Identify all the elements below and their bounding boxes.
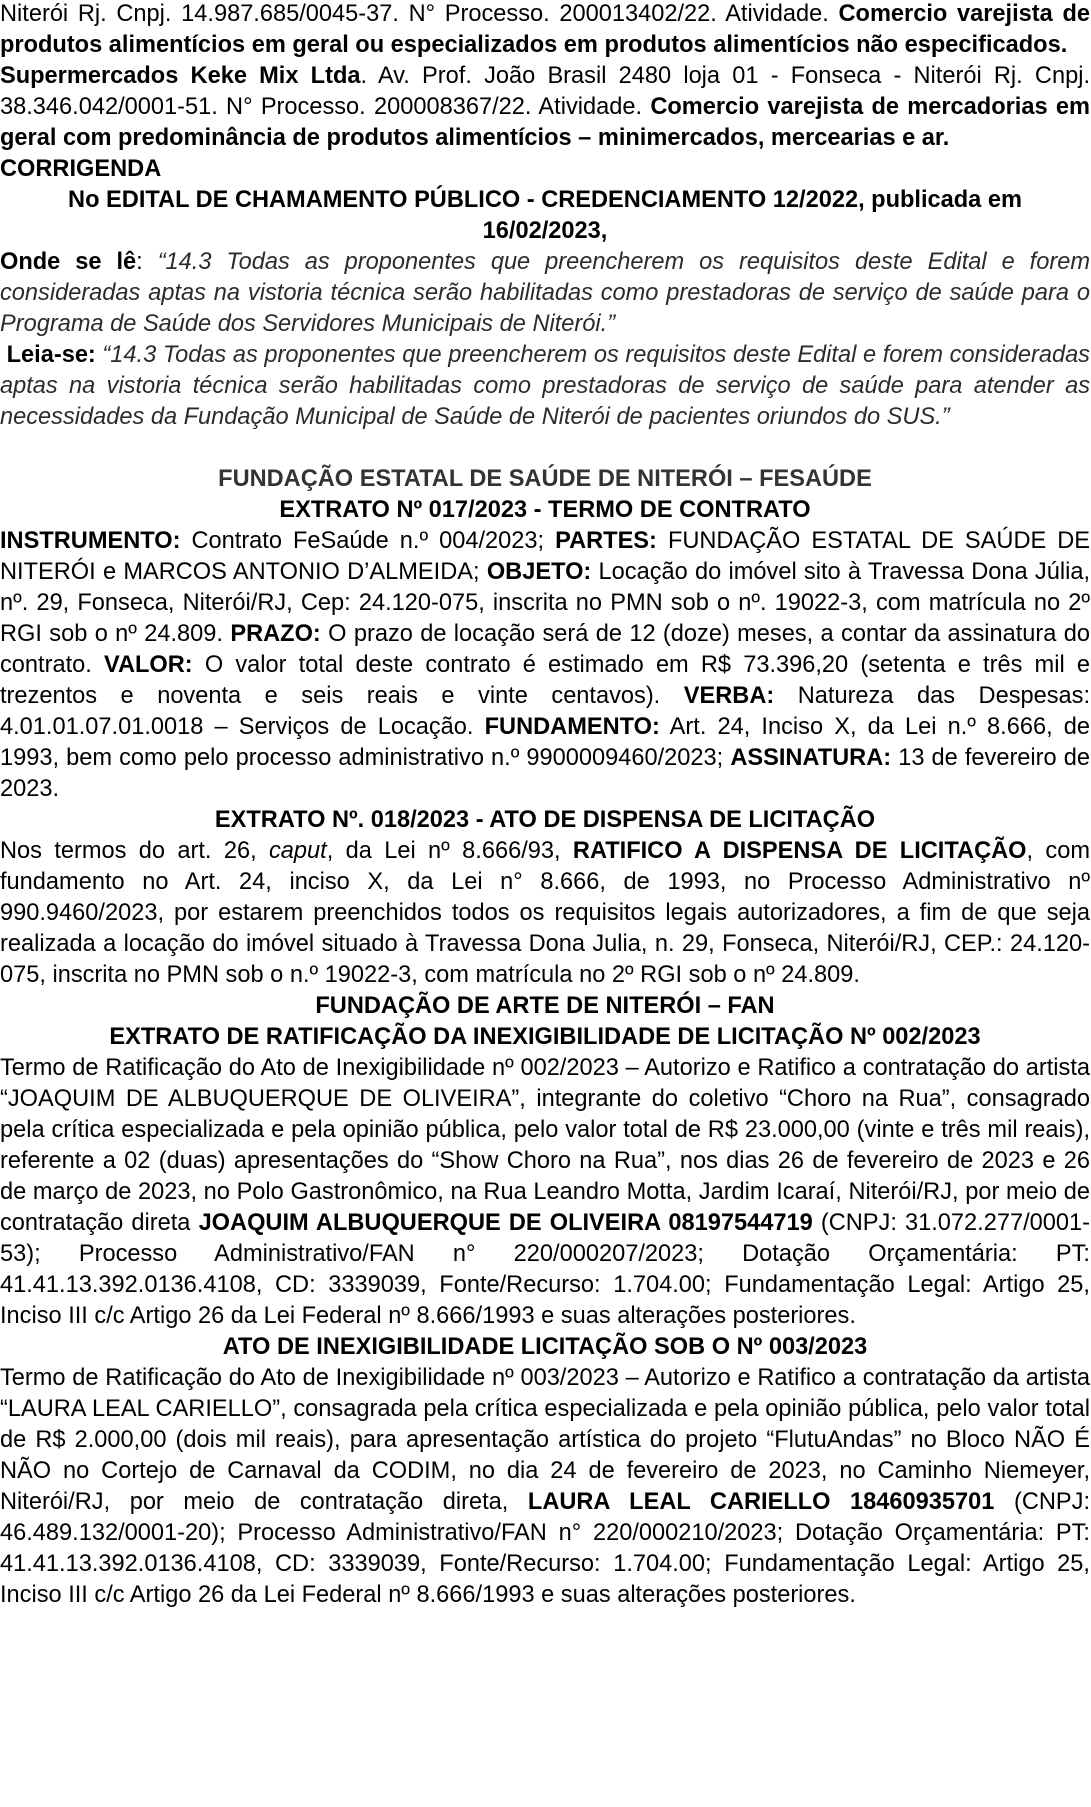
fan-paragraph-2 xyxy=(0,1363,1090,1611)
block2-activity: Comercio varejista de mercadorias em geral com predominância de produtos alimentícios – minimercados, mercearias e ar. xyxy=(0,94,1090,151)
block2-paragraph xyxy=(0,61,1090,154)
extrato-018-ratifico: RATIFICO A DISPENSA DE LICITAÇÃO xyxy=(572,838,1027,864)
objeto-text: Locação do imóvel sito à Travessa Dona Júlia, nº. 29, Fonseca, Niterói/RJ, Cep: 24.120-075, inscrita no PMN sob o nº. 19022-3, com matrícula no 2º RGI sob o nº 24.809. xyxy=(0,559,1090,647)
verba-label: VERBA: xyxy=(683,683,775,709)
fan-org-title: FUNDAÇÃO DE ARTE DE NITERÓI – FAN xyxy=(315,993,775,1019)
instrumento-label: INSTRUMENTO: xyxy=(0,528,181,554)
corrigenda-title: No EDITAL DE CHAMAMENTO PÚBLICO - CREDENCIAMENTO 12/2022, publicada em 16/02/2023, xyxy=(68,187,1022,244)
corrigenda-label: CORRIGENDA xyxy=(0,156,162,182)
fan-p1-text-a: Termo de Ratificação do Ato de Inexigibilidade nº 002/2023 – Autorizo e Ratifico a contratação do artista “JOAQUIM DE ALBUQUERQUE DE OLIVEIRA”, integrante do coletivo “Choro na Rua”, consagrado pela crítica especializada e pela opinião pública, pelo valor total de R$ 23.000,00 (vinte e três mil reais), referente a 02 (duas) apresentações do “Show Choro na Rua”, nos dias 26 de fevereiro de 2023 e 26 de março de 2023, no Polo Gastronômico, na Rua Leandro Motta, Jardim Icaraí, Niterói/RJ, por meio de contratação direta xyxy=(0,1055,1090,1236)
fan-p2-contractor: LAURA LEAL CARIELLO 18460935701 xyxy=(527,1489,995,1515)
fan-p2-text-b: (CNPJ: 46.489.132/0001-20); Processo Administrativo/FAN n° 220/000210/2023; Dotação Orçamentária: PT: 41.41.13.392.0136.4108, CD: 3339039, Fonte/Recurso: 1.704.00; Fundamentação Legal: Artigo 25, Inciso III c/c Artigo 26 da Lei Federal nº 8.666/1993 e suas alterações posteriores. xyxy=(0,1489,1091,1608)
onde-se-le-label: Onde se lê xyxy=(0,249,137,275)
valor-label: VALOR: xyxy=(103,652,193,678)
extrato-018-caput: caput xyxy=(268,838,327,864)
valor-text: O valor total deste contrato é estimado em R$ 73.396,20 (setenta e três mil e trezentos e noventa e seis reais e vinte centavos). xyxy=(0,652,1090,709)
partes-label: PARTES: xyxy=(555,528,657,554)
block2-text: . Av. Prof. João Brasil 2480 loja 01 - Fonseca - Niterói Rj. Cnpj. 38.346.042/0001-51. N° Processo. 200008367/22. Atividade. xyxy=(0,63,1090,120)
assinatura-text: 13 de fevereiro de 2023. xyxy=(0,745,1090,802)
extrato-017-title: EXTRATO Nº 017/2023 - TERMO DE CONTRATO xyxy=(279,497,811,523)
extrato-018-body xyxy=(0,836,1090,991)
fan-p1-text-b: (CNPJ: 31.072.277/0001-53); Processo Administrativo/FAN n° 220/000207/2023; Dotação Orçamentária: PT: 41.41.13.392.0136.4108, CD: 3339039, Fonte/Recurso: 1.704.00; Fundamentação Legal: Artigo 25, Inciso III c/c Artigo 26 da Lei Federal nº 8.666/1993 e suas alterações posteriores. xyxy=(0,1210,1090,1329)
extrato-017-body xyxy=(0,526,1090,805)
fan-paragraph-1 xyxy=(0,1053,1090,1332)
block1-activity: Comercio varejista de produtos alimentícios em geral ou especializados em produtos alimentícios não especificados. xyxy=(0,1,1090,58)
verba-text: Natureza das Despesas: 4.01.01.07.01.0018 – Serviços de Locação. xyxy=(0,683,1091,740)
leia-se-label: Leia-se: xyxy=(6,342,96,368)
assinatura-label: ASSINATURA: xyxy=(730,745,892,771)
fan-p2-text-a: Termo de Ratificação do Ato de Inexigibilidade nº 003/2023 – Autorizo e Ratifico a contratação da artista “LAURA LEAL CARIELLO”, consagrada pela crítica especializada e pela opinião pública, pelo valor total de R$ 2.000,00 (dois mil reais), para apresentação artística do projeto “FlutuAndas” no Bloco NÃO É NÃO no Cortejo de Carnaval da CODIM, no dia 24 de fevereiro de 2023, no Caminho Niemeyer, Niterói/RJ, por meio de contratação direta, xyxy=(0,1365,1090,1515)
fan-ato-title: ATO DE INEXIGIBILIDADE LICITAÇÃO SOB O Nº 003/2023 xyxy=(222,1334,868,1360)
fan-p1-contractor: JOAQUIM ALBUQUERQUE DE OLIVEIRA 08197544719 xyxy=(198,1210,813,1236)
prazo-text: O prazo de locação será de 12 (doze) meses, a contar da assinatura do contrato. xyxy=(0,621,1090,678)
extrato-018-text-b: , da Lei nº 8.666/93, xyxy=(326,838,561,864)
onde-se-le-paragraph: Onde se lê: “14.3 Todas as proponentes que preencherem os requisitos deste Edital e forem consideradas aptas na vistoria técnica serão habilitadas como prestadoras de serviço de saúde para o Programa de Saúde dos Servidores Municipais de Niterói.” xyxy=(0,249,1090,337)
section-spacer xyxy=(0,433,1090,464)
objeto-label: OBJETO: xyxy=(486,559,592,585)
extrato-018-text-c: , com fundamento no Art. 24, inciso X, da Lei n° 8.666, de 1993, no Processo Administrativo nº 990.9460/2023, por estarem preenchidos todos os requisitos legais autorizadores, a fim de que seja realizada a locação do imóvel situado à Travessa Dona Julia, n. 29, Fonseca, Niterói/RJ, CEP.: 24.120-075, inscrita no PMN sob o n.º 19022-3, com matrícula no 2º RGI sob o nº 24.809. xyxy=(0,838,1090,988)
onde-se-le-text: “14.3 Todas as proponentes que preencherem os requisitos deste Edital e forem consideradas aptas na vistoria técnica serão habilitadas como prestadoras de serviço de saúde para o Programa de Saúde dos Servidores Municipais de Niterói.” xyxy=(0,249,1090,337)
extrato-018-title: EXTRATO Nº. 018/2023 - ATO DE DISPENSA DE LICITAÇÃO xyxy=(214,807,876,833)
block1-text: Niterói Rj. Cnpj. 14.987.685/0045-37. N° Processo. 200013402/22. Atividade. xyxy=(0,1,829,27)
fan-extrato-title: EXTRATO DE RATIFICAÇÃO DA INEXIGIBILIDADE DE LICITAÇÃO Nº 002/2023 xyxy=(109,1024,981,1050)
fundamento-label: FUNDAMENTO: xyxy=(484,714,660,740)
fundamento-text: Art. 24, Inciso X, da Lei n.º 8.666, de 1993, bem como pelo processo administrativo n.º 9900009460/2023; xyxy=(0,714,1091,771)
instrumento-text: Contrato FeSaúde n.º 004/2023; xyxy=(191,528,545,554)
block2-company-name: Supermercados Keke Mix Ltda xyxy=(0,63,361,89)
partes-text: FUNDAÇÃO ESTATAL DE SAÚDE DE NITERÓI e MARCOS ANTONIO D’ALMEIDA; xyxy=(0,528,1091,585)
fesaude-org-title: FUNDAÇÃO ESTATAL DE SAÚDE DE NITERÓI – FESAÚDE xyxy=(218,466,872,492)
leia-se-paragraph xyxy=(0,340,1090,433)
extrato-018-text-a: Nos termos do art. 26, xyxy=(0,838,257,864)
leia-se-text: “14.3 Todas as proponentes que preencherem os requisitos deste Edital e forem consideradas aptas na vistoria técnica serão habilitadas como prestadoras de serviço de saúde para atender as necessidades da Fundação Municipal de Saúde de Niterói de pacientes oriundos do SUS.” xyxy=(0,342,1090,430)
block1-paragraph xyxy=(0,0,1090,61)
prazo-label: PRAZO: xyxy=(230,621,321,647)
